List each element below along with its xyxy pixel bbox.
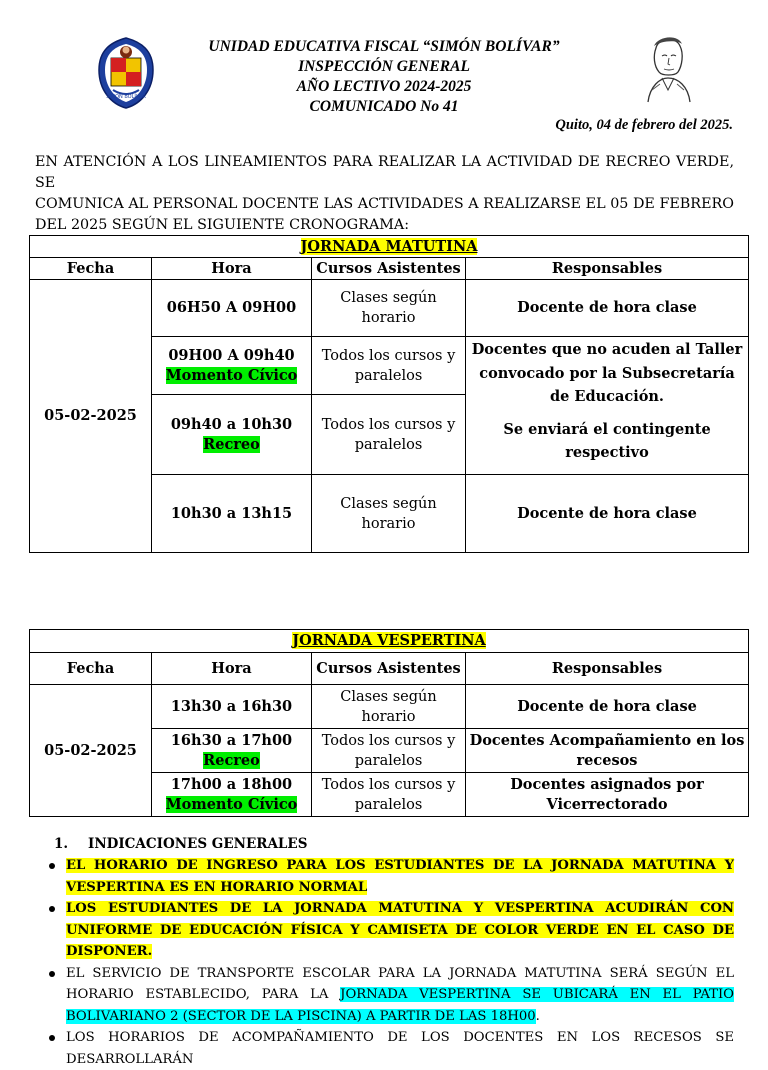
responsables-cell: Docentes asignados por Vicerrectorado — [466, 773, 749, 817]
list-item — [46, 963, 734, 1028]
document-header — [160, 37, 608, 117]
hora-cell — [152, 773, 312, 817]
bolivar-portrait-image — [632, 32, 704, 104]
column-header-responsables: Responsables — [466, 258, 749, 280]
intro-line: COMUNICA AL PERSONAL DOCENTE LAS ACTIVIDADES A REALIZARSE EL 05 DE FEBRERO — [35, 196, 734, 212]
hora-cell — [152, 475, 312, 553]
hora-text: 06H50 A 09H00 — [166, 299, 297, 316]
section-number: 1. — [54, 836, 69, 852]
hora-cell — [152, 729, 312, 773]
hora-text: 09h40 a 10h30 — [170, 415, 293, 433]
list-item — [46, 855, 734, 898]
column-header-hora: Hora — [152, 653, 312, 685]
list-item — [46, 1027, 734, 1070]
table-row — [30, 685, 749, 729]
cursos-cell: Clases según horario — [312, 685, 466, 729]
responsables-cell: Docente de hora clase — [466, 685, 749, 729]
table-title: JORNADA MATUTINA — [300, 237, 478, 255]
table-row — [30, 280, 749, 337]
hora-text: 17h00 a 18h00 — [170, 775, 293, 793]
cursos-cell: Clases según horario — [312, 280, 466, 337]
responsables-text: Docentes que no acuden al Taller convocado por la Subsecretaría de Educación. — [471, 341, 743, 405]
hora-tag: Momento Cívico — [165, 795, 298, 813]
hora-text: 10h30 a 13h15 — [170, 504, 293, 522]
table-title-cell — [30, 236, 749, 258]
schedule-table-vespertina — [29, 629, 749, 817]
date-cell: 05-02-2025 — [30, 685, 152, 817]
column-header-cursos: Cursos Asistentes — [312, 258, 466, 280]
hora-tag: Recreo — [203, 751, 260, 769]
column-header-responsables: Responsables — [466, 653, 749, 685]
column-header-fecha: Fecha — [30, 258, 152, 280]
school-crest-logo — [97, 36, 155, 110]
list-item-text: EL SERVICIO DE TRANSPORTE ESCOLAR PARA LA JORNADA MATUTINA SERÁ SEGÚN EL HORARIO ESTABLECIDO, PARA LA — [66, 965, 734, 1002]
hora-tag: Momento Cívico — [165, 366, 298, 384]
responsables-cell: Docente de hora clase — [466, 280, 749, 337]
hora-text: 13h30 a 16h30 — [170, 697, 293, 715]
hora-tag: Recreo — [203, 435, 260, 453]
cursos-cell: Clases según horario — [312, 475, 466, 553]
list-item-highlight-text: JORNADA VESPERTINA SE UBICARÁ EN EL PATIO BOLIVARIANO 2 (SECTOR DE LA PISCINA) A PARTIR DE LAS 18H00 — [66, 987, 734, 1024]
hora-text: 09H00 A 09h40 — [168, 346, 295, 364]
table-title: JORNADA VESPERTINA — [292, 632, 486, 649]
list-item-text: . — [535, 1008, 540, 1024]
table-title-cell — [30, 630, 749, 653]
list-item-text: LOS ESTUDIANTES DE LA JORNADA MATUTINA Y VESPERTINA ACUDIRÁN CON UNIFORME DE EDUCACIÓN FÍSICA Y CAMISETA DE COLOR VERDE EN EL CASO DE DISPONER. — [66, 901, 734, 959]
hora-cell — [152, 395, 312, 475]
responsables-cell: Docentes Acompañamiento en los recesos — [466, 729, 749, 773]
indicaciones-list — [46, 855, 734, 1070]
column-header-cursos: Cursos Asistentes — [312, 653, 466, 685]
intro-line: EN ATENCIÓN A LOS LINEAMIENTOS PARA REALIZAR LA ACTIVIDAD DE RECREO VERDE, SE — [35, 154, 734, 191]
list-item-text: EL HORARIO DE INGRESO PARA LOS ESTUDIANTES DE LA JORNADA MATUTINA Y VESPERTINA ES EN HORARIO NORMAL — [66, 858, 734, 895]
list-item — [46, 898, 734, 963]
communique-number: COMUNICADO No 41 — [309, 98, 459, 115]
responsables-text: Se enviará el contingente respectivo — [503, 420, 711, 461]
list-item-text: LOS HORARIOS DE ACOMPAÑAMIENTO DE LOS DOCENTES EN LOS RECESOS SE DESARROLLARÁN — [66, 1030, 734, 1067]
crest-text: SIMÓN BOLÍVAR — [106, 94, 146, 100]
cursos-cell: Todos los cursos y paralelos — [312, 773, 466, 817]
table-header-row — [30, 653, 749, 685]
column-header-fecha: Fecha — [30, 653, 152, 685]
department-name: INSPECCIÓN GENERAL — [298, 58, 470, 75]
date-cell: 05-02-2025 — [30, 280, 152, 553]
schedule-table-matutina — [29, 235, 749, 553]
responsables-cell: Docente de hora clase — [466, 475, 749, 553]
section-heading-indicaciones — [54, 836, 307, 852]
responsables-merged-cell — [466, 337, 749, 475]
cursos-cell: Todos los cursos y paralelos — [312, 395, 466, 475]
intro-paragraph — [35, 152, 734, 236]
table-header-row — [30, 258, 749, 280]
document-date: Quito, 04 de febrero del 2025. — [555, 117, 733, 133]
cursos-cell: Todos los cursos y paralelos — [312, 729, 466, 773]
cursos-cell: Todos los cursos y paralelos — [312, 337, 466, 395]
column-header-hora: Hora — [152, 258, 312, 280]
school-year: AÑO LECTIVO 2024-2025 — [296, 78, 472, 95]
section-title: INDICACIONES GENERALES — [88, 836, 308, 852]
hora-cell — [152, 280, 312, 337]
hora-cell — [152, 337, 312, 395]
school-name: UNIDAD EDUCATIVA FISCAL “SIMÓN BOLÍVAR” — [208, 38, 560, 55]
hora-cell — [152, 685, 312, 729]
intro-line: DEL 2025 SEGÚN EL SIGUIENTE CRONOGRAMA: — [35, 217, 410, 233]
hora-text: 16h30 a 17h00 — [170, 731, 293, 749]
